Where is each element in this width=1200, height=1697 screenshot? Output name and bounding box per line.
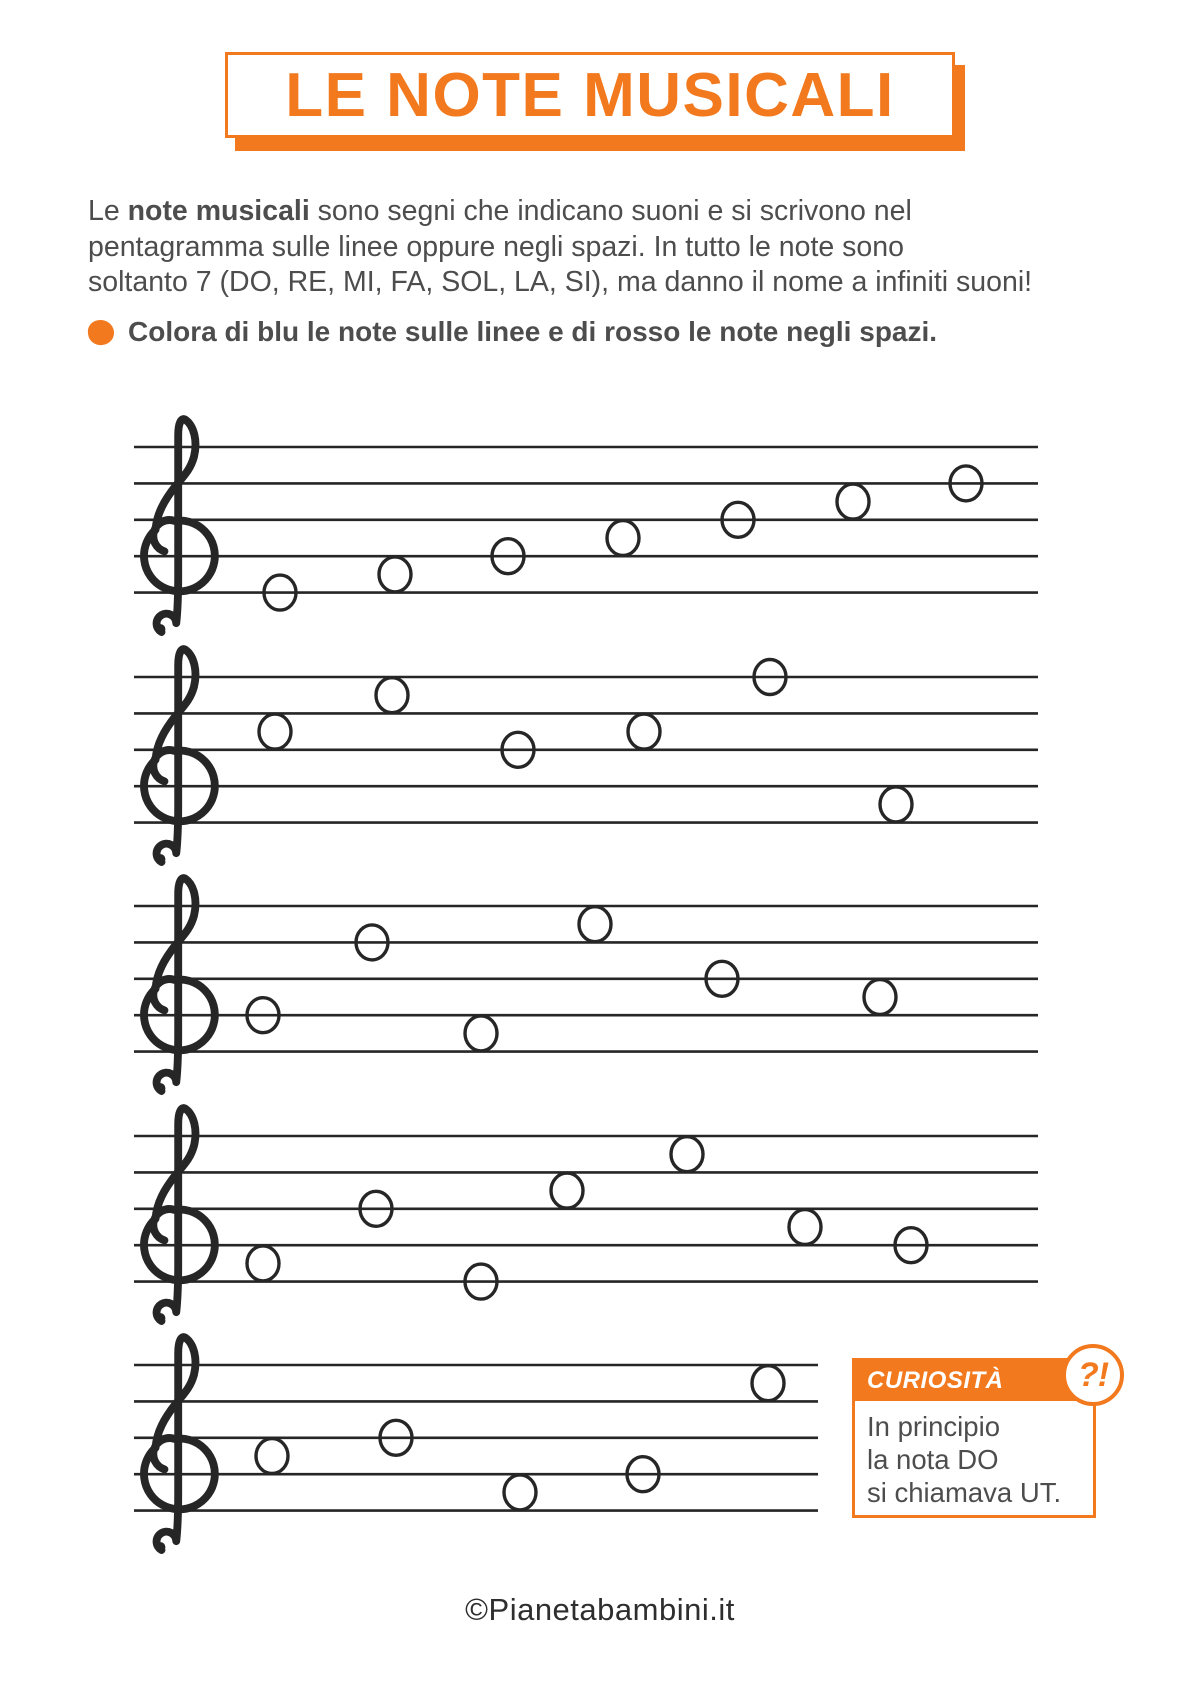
curiosity-line: si chiamava UT. — [867, 1477, 1062, 1508]
curiosity-badge-icon: ?! — [1062, 1344, 1124, 1406]
curiosity-box — [852, 1355, 1109, 1518]
note-circle-F4-space[interactable] — [247, 1245, 279, 1280]
treble-clef-icon — [144, 1108, 215, 1323]
treble-clef-icon — [144, 649, 215, 864]
page-title: LE NOTE MUSICALI — [285, 60, 895, 130]
task-instruction: Colora di blu le note sulle linee e di rosso le note negli spazi. — [128, 316, 938, 347]
note-circle-E5-space[interactable] — [376, 677, 408, 712]
note-circle-F4-space[interactable] — [504, 1475, 536, 1510]
curiosity-line: la nota DO — [867, 1444, 999, 1475]
intro-line1: sono segni che indicano suoni e si scrivono nel — [309, 195, 912, 227]
note-circle-F4-space[interactable] — [379, 557, 411, 592]
intro-line3: soltanto 7 (DO, RE, MI, FA, SOL, LA, SI), ma danno il nome a infiniti suoni! — [88, 266, 1033, 298]
note-circle-E5-space[interactable] — [752, 1366, 784, 1401]
treble-clef-icon — [144, 878, 215, 1093]
note-circle-E5-space[interactable] — [579, 907, 611, 942]
note-circle-C5-space[interactable] — [628, 714, 660, 749]
note-circle-A4-space[interactable] — [864, 980, 896, 1015]
note-circle-E5-space[interactable] — [671, 1136, 703, 1171]
treble-clef-icon — [144, 1337, 215, 1552]
note-circle-F4-space[interactable] — [465, 1016, 497, 1051]
curiosity-header: CURIOSITÀ — [855, 1361, 1093, 1401]
intro-emphasis: note musicali — [127, 195, 310, 227]
intro-line2: pentagramma sulle linee oppure negli spazi. In tutto le note sono — [88, 230, 904, 263]
note-circle-A4-space[interactable] — [607, 521, 639, 556]
intro-lead: Le — [88, 195, 128, 227]
note-circle-A4-space[interactable] — [256, 1439, 288, 1474]
curiosity-line: In principio — [867, 1411, 1000, 1442]
note-circle-C5-space[interactable] — [259, 714, 291, 749]
curiosity-body — [855, 1401, 1093, 1509]
note-circle-C5-space[interactable] — [551, 1173, 583, 1208]
footer-credit: ©Pianetabambini.it — [465, 1592, 735, 1627]
note-circle-F4-space[interactable] — [880, 786, 912, 821]
note-circle-C5-space[interactable] — [837, 484, 869, 519]
note-circle-A4-space[interactable] — [789, 1209, 821, 1244]
treble-clef-icon — [144, 419, 215, 634]
